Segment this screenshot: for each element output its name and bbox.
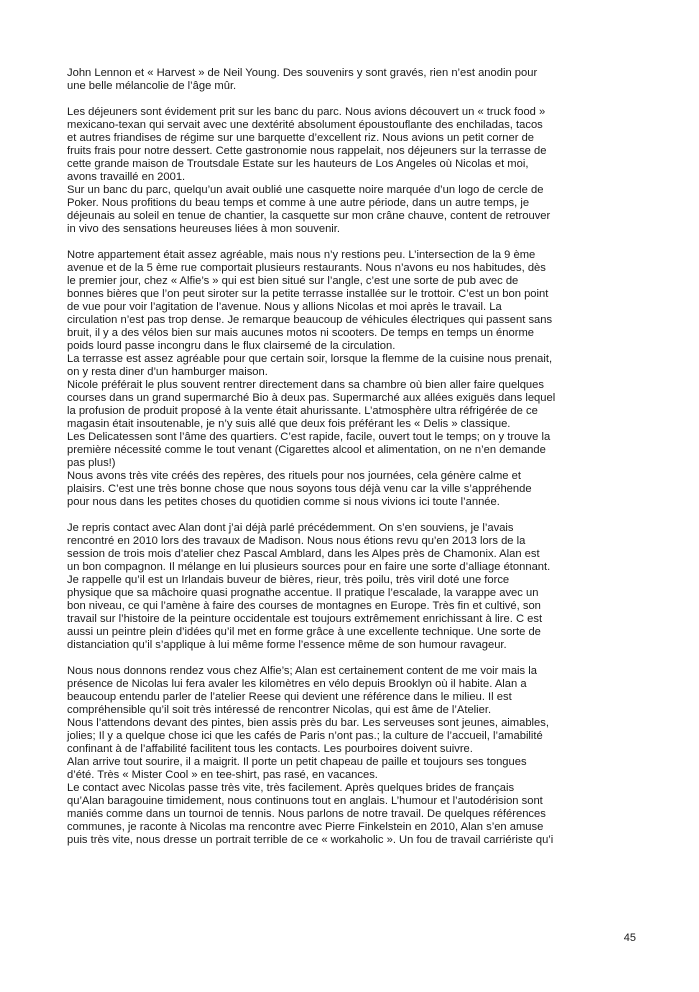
- text-line: qu’Alan baragouine timidement, nous continuons tout en anglais. L’humour et l’autodérision sont: [67, 795, 543, 807]
- text-line: un bon compagnon. Il mélange en lui plusieurs sources pour en faire une sorte d’alliage étonnant.: [67, 561, 551, 573]
- text-line: puis très vite, nous dresse un portrait terrible de ce « workaholic ». Un fou de travail carriériste qu’i: [67, 834, 554, 846]
- text-line: présence de Nicolas lui fera avaler les kilomètres en vélo depuis Brooklyn où il habite. Alan a: [67, 678, 527, 690]
- text-line: maniés comme dans un tournoi de tennis. Nous parlons de notre travail. De quelques références: [67, 808, 546, 820]
- text-line: cette grande maison de Troutsdale Estate sur les hauteurs de Los Angeles où Nicolas et moi,: [67, 158, 529, 170]
- text-line: on y resta diner d’un hamburger maison.: [67, 366, 268, 378]
- text-line: courses dans un grand supermarché Bio à deux pas. Supermarché aux allées exiguës dans lequel: [67, 392, 556, 404]
- text-line: mexicano-texan qui servait avec une dextérité absolument époustouflante des enchiladas, tacos: [67, 119, 543, 131]
- text-line: jolies; Il y a quelque chose ici que les cafés de Paris n’ont pas.; la culture de l’accueil, l’amabilité: [67, 730, 543, 742]
- text-line: et autres friandises de régime sur une barquette d’excellent riz. Nous avions un petit corner de: [67, 132, 535, 144]
- paragraph-gap: [67, 652, 637, 665]
- text-line: bon niveau, ce qui l’amène à faire des courses de montagnes en Europe. Très fin et cultivé, son: [67, 600, 541, 612]
- paragraph: [67, 106, 637, 236]
- text-line: circulation n’est pas trop dense. Je remarque beaucoup de véhicules électriques qui passent sans: [67, 314, 553, 326]
- text-line: Alan arrive tout sourire, il a maigrit. Il porte un petit chapeau de paille et toujours ses tongues: [67, 756, 527, 768]
- text-line: plaisirs. C’est une très bonne chose que nous soyons tous déjà venu car la ville s’appréhende: [67, 483, 532, 495]
- text-line: Je repris contact avec Alan dont j’ai déjà parlé précédemment. On s’en souviens, je l’avais: [67, 522, 514, 534]
- text-line: pas plus!): [67, 457, 116, 469]
- paragraph: [67, 67, 637, 93]
- body-text: [67, 67, 637, 847]
- paragraph-gap: [67, 509, 637, 522]
- text-line: d’été. Très « Mister Cool » en tee-shirt, pas rasé, en vacances.: [67, 769, 378, 781]
- text-line: première nécessité comme le tout venant (Cigarettes alcool et alimentation, on ne n’en demande: [67, 444, 546, 456]
- page-number: 45: [623, 932, 636, 944]
- text-line: Sur un banc du parc, quelqu’un avait oublié une casquette noire marquée d’un logo de cercle de: [67, 184, 544, 196]
- text-line: Les déjeuners sont évidement prit sur les banc du parc. Nous avions découvert un « truck food »: [67, 106, 546, 118]
- text-line: Je rappelle qu’il est un Irlandais buveur de bières, rieur, très poilu, très viril doté une force: [67, 574, 510, 586]
- text-line: communes, je raconte à Nicolas ma rencontre avec Pierre Finkelstein en 2010, Alan s’en amuse: [67, 821, 544, 833]
- text-line: Nous l’attendons devant des pintes, bien assis près du bar. Les serveuses sont jeunes, aimables,: [67, 717, 549, 729]
- text-line: distanciation qu’il s’applique à lui même forme l’essence même de son humour ravageur.: [67, 639, 507, 651]
- text-line: magasin était insoutenable, je n’y suis allé que deux fois préférant les « Delis » classique.: [67, 418, 511, 430]
- paragraph: [67, 522, 637, 652]
- text-line: fruits frais pour notre dessert. Cette gastronomie nous rappelait, nos déjeuners sur la terrasse de: [67, 145, 547, 157]
- text-line: bonnes bières que l’on peut siroter sur la petite terrasse installée sur le trottoir. C’est un bon point: [67, 288, 549, 300]
- paragraph: [67, 249, 637, 509]
- text-line: compréhensible qu’il soit très intéressé de rencontrer Nicolas, qui est âme de l’Atelier.: [67, 704, 492, 716]
- text-line: in vivo des sensations heureuses liées à mon souvenir.: [67, 223, 341, 235]
- paragraph-gap: [67, 236, 637, 249]
- text-line: bruit, il y a des vélos bien sur mais aucunes motos ni scooters. De temps en temps un énorme: [67, 327, 534, 339]
- text-line: aussi un peintre plein d’idées qu’il met en forme grâce à une excellente technique. Une sorte de: [67, 626, 541, 638]
- text-line: le premier jour, chez « Alfie’s » qui est bien situé sur l’angle, c’est une sorte de pub avec de: [67, 275, 519, 287]
- text-line: Notre appartement était assez agréable, mais nous n’y restions peu. L’intersection de la 9 ème: [67, 249, 536, 261]
- text-line: la profusion de produit proposé à la vente était ahurissante. L’atmosphère ultra réfrigérée de ce: [67, 405, 538, 417]
- text-line: Nous nous donnons rendez vous chez Alfie’s; Alan est certainement content de me voir mais la: [67, 665, 537, 677]
- text-line: physique que sa mâchoire quasi prognathe accentue. Il pratique l’escalade, la varappe avec un: [67, 587, 539, 599]
- text-line: déjeunais au soleil en tenue de chantier, la casquette sur mon crâne chauve, content de retrouver: [67, 210, 551, 222]
- text-line: une belle mélancolie de l’âge mûr.: [67, 80, 237, 92]
- text-line: Poker. Nous profitions du beau temps et comme à une autre période, dans un autre temps, je: [67, 197, 530, 209]
- text-line: Les Delicatessen sont l’âme des quartiers. C’est rapide, facile, ouvert tout le temps; on y trouve la: [67, 431, 551, 443]
- text-line: pour nous dans les petites choses du quotidien comme si nous vivions ici toute l’année.: [67, 496, 500, 508]
- text-line: confinant à de l’affabilité facilitent tous les contacts. Les pourboires doivent suivre.: [67, 743, 473, 755]
- text-line: avons travaillé en 2001.: [67, 171, 186, 183]
- text-line: de vue pour voir l’agitation de l’avenue. Nous y allions Nicolas et moi après le travail. La: [67, 301, 502, 313]
- text-line: Nous avons très vite créés des repères, des rituels pour nos journées, cela génère calme et: [67, 470, 521, 482]
- text-line: session de trois mois d’atelier chez Pascal Amblard, dans les Alpes près de Chamonix. Alan est: [67, 548, 540, 560]
- text-line: John Lennon et « Harvest » de Neil Young. Des souvenirs y sont gravés, rien n’est anodin pour: [67, 67, 538, 79]
- text-line: La terrasse est assez agréable pour que certain soir, lorsque la flemme de la cuisine nous prenait,: [67, 353, 553, 365]
- text-line: Le contact avec Nicolas passe très vite, très facilement. Après quelques brides de français: [67, 782, 515, 794]
- text-line: Nicole préférait le plus souvent rentrer directement dans sa chambre où bien aller faire quelques: [67, 379, 544, 391]
- text-line: rencontré en 2010 lors des travaux de Madison. Nous nous étions revu qu’en 2013 lors de la: [67, 535, 526, 547]
- text-line: avenue et de la 5 ème rue comportait plusieurs restaurants. Nous n’avons eu nos habitudes, dès: [67, 262, 546, 274]
- text-line: beaucoup entendu parler de l’atelier Reese qui devient une référence dans le milieu. Il est: [67, 691, 512, 703]
- paragraph-gap: [67, 93, 637, 106]
- text-line: poids lourd passe incongru dans le flux clairsemé de la circulation.: [67, 340, 396, 352]
- paragraph: [67, 665, 637, 847]
- text-line: travail sur l’histoire de la peinture occidentale est toujours extrêmement enrichissant à lire. C est: [67, 613, 543, 625]
